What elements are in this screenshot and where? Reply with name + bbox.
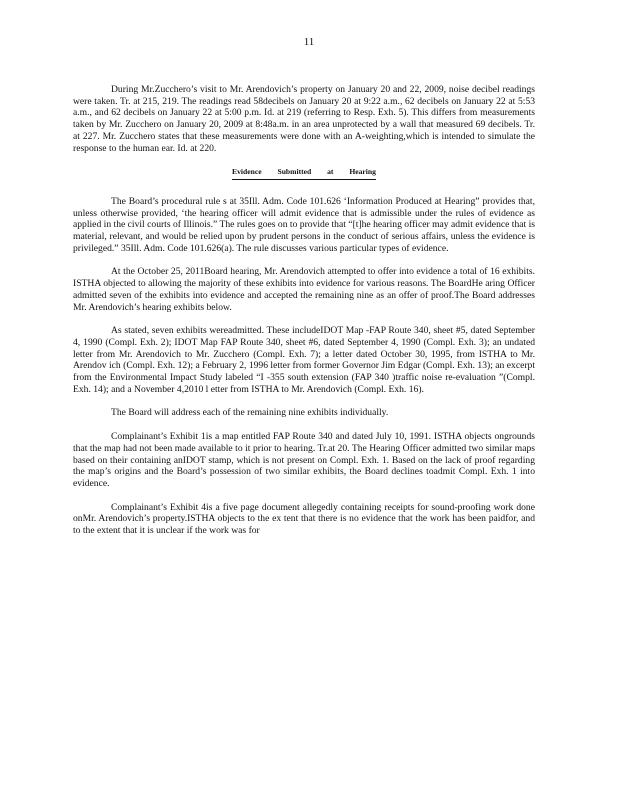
document-body — [73, 84, 535, 549]
page-number: 11 — [303, 36, 315, 48]
paragraph-exhibit-4: Complainant’s Exhibit 4is a five page document allegedly containing receipts for sound-proofing work done onMr. Arendovich’s property.ISTHA objects to the ex tent that there is no evidence that the work has been paidfor, and to the extent that it is unclear if the work was for — [73, 501, 535, 537]
section-heading-text: Evidence Submitted at Hearing — [232, 166, 376, 180]
paragraph-hearing-exhibits: At the October 25, 2011Board hearing, Mr. Arendovich attempted to offer into evidence a total of 16 exhibits. ISTHA objected to allowing the majority of these exhibits into evidence for various reasons. The BoardHe aring Officer admitted seven of the exhibits into evidence and accepted the remaining nine as an offer of proof.The Board addresses Mr. Arendovich’s hearing exhibits below. — [73, 266, 535, 313]
section-heading — [73, 166, 535, 180]
paragraph-admitted-exhibits: As stated, seven exhibits wereadmitted. These includeIDOT Map -FAP Route 340, sheet #5, dated September 4, 1990 (Compl. Exh. 2); IDOT Map FAP Route 340, sheet #6, dated September 4, 1990 (Compl. Exh. 3); an undated letter from Mr. Arendovich to Mr. Zucchero (Compl. Exh. 7); a letter dated October 30, 1995, from ISTHA to Mr. Arendov ich (Compl. Exh. 12); a February 2, 1996 letter from former Governor Jim Edgar (Compl. Exh. 13); an excerpt from the Environmental Impact Study labeled “I -355 south extension (FAP 340 )traffic noise re-evaluation ”(Compl. Exh. 14); and a November 4,2010 l etter from ISTHA to Mr. Arendovich (Compl. Exh. 16). — [73, 325, 535, 395]
paragraph-noise-readings: During Mr.Zucchero’s visit to Mr. Arendovich’s property on January 20 and 22, 2009, noise decibel readings were taken. Tr. at 215, 219. The readings read 58decibels on January 20 at 9:22 a.m., 62 decibels on January 22 at 5:53 a.m., and 62 decibels on January 22 at 5:00 p.m. Id. at 219 (referring to Resp. Exh. 5). This differs from measurements taken by Mr. Zucchero on January 20, 2009 at 8:48a.m. in an area unprotected by a wall that measured 69 decibels. Tr. at 227. Mr. Zucchero states that these measurements were done with an A-weighting,which is intended to simulate the response to the human ear. Id. at 220. — [73, 84, 535, 154]
paragraph-remaining-exhibits: The Board will address each of the remaining nine exhibits individually. — [111, 407, 389, 419]
paragraph-exhibit-1: Complainant’s Exhibit 1is a map entitled FAP Route 340 and dated July 10, 1991. ISTHA objects ongrounds that the map had not been made available to it prior to hearing. Tr.at 20. The Hearing Officer admitted two similar maps based on their containing anIDOT stamp, which is not present on Compl. Exh. 1. Based on the lack of proof regarding the map’s origins and the Board’s possession of two similar exhibits, the Board declines toadmit Compl. Exh. 1 into evidence. — [73, 431, 535, 489]
paragraph-procedural-rules: The Board’s procedural rule s at 35Ill. Adm. Code 101.626 ‘Information Produced at Hearing” provides that, unless otherwise provided, ‘the hearing officer will admit evidence that is admissible under the rules of evidence as applied in the civil courts of Illinois.” The rules goes on to provide that “[t]he hearing officer may admit evidence that is material, relevant, and would be relied upon by prudent persons in the conduct of serious affairs, unless the evidence is privileged.” 35Ill. Adm. Code 101.626(a). The rule discusses various particular types of evidence. — [73, 195, 535, 254]
